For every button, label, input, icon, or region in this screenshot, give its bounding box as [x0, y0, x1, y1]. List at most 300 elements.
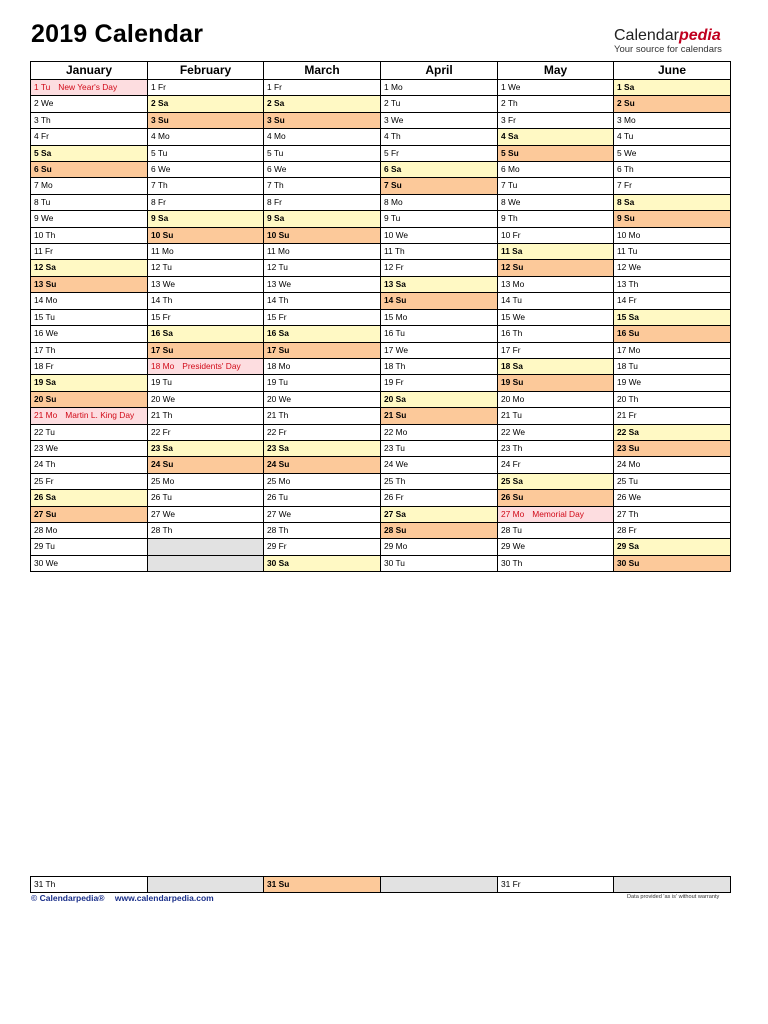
day-cell — [264, 877, 381, 893]
day-row — [31, 309, 731, 325]
day-label: 3 Th — [34, 114, 51, 125]
day-cell — [498, 129, 614, 145]
day-cell — [498, 178, 614, 194]
day-label: 14 Fr — [617, 295, 637, 306]
day-label: 4 Mo — [151, 131, 170, 142]
day-cell — [264, 424, 381, 440]
day-row — [31, 440, 731, 456]
day-label: 20 We — [267, 393, 292, 404]
day-label: 1 Tu — [34, 82, 51, 92]
day-label: 17 Fr — [501, 344, 521, 355]
day-cell — [31, 293, 148, 309]
day-cell — [148, 260, 264, 276]
day-label: 14 Su — [384, 295, 407, 306]
day-label: 9 Su — [617, 213, 635, 224]
day-label: 24 We — [384, 459, 409, 470]
day-label: 23 We — [34, 442, 59, 453]
day-cell — [148, 490, 264, 506]
day-label: 16 Sa — [267, 328, 289, 339]
day-cell — [498, 473, 614, 489]
day-label: 19 Fr — [384, 377, 404, 388]
day-cell — [264, 211, 381, 227]
day-cell — [381, 424, 498, 440]
day-row — [31, 326, 731, 342]
day-label: 11 Sa — [501, 246, 523, 257]
day-cell — [31, 326, 148, 342]
day-label: 20 Th — [617, 393, 639, 404]
day-label: 21 Tu — [501, 410, 522, 421]
day-label: 23 Sa — [151, 442, 173, 453]
day-label: 19 Sa — [34, 377, 56, 388]
day-label: 21 Th — [151, 410, 173, 421]
day-cell — [31, 227, 148, 243]
day-cell — [264, 293, 381, 309]
day-cell — [31, 506, 148, 522]
day-cell — [614, 276, 731, 292]
day-label: 26 Sa — [34, 492, 56, 503]
day-cell — [614, 326, 731, 342]
day-label: 30 Su — [617, 557, 640, 568]
day-label: 8 Fr — [151, 196, 166, 207]
day-label: 8 We — [501, 196, 521, 207]
day-cell — [498, 276, 614, 292]
day-cell — [614, 178, 731, 194]
day-cell — [614, 408, 731, 424]
day-label: 7 Th — [267, 180, 284, 191]
day-cell — [614, 260, 731, 276]
day-label: 6 We — [151, 164, 171, 175]
day-label: 3 We — [384, 114, 404, 125]
day-label: 25 Mo — [151, 475, 175, 486]
day-cell — [148, 522, 264, 538]
day-cell — [264, 145, 381, 161]
day-label: 5 Fr — [384, 147, 399, 158]
day-row — [31, 490, 731, 506]
day-cell — [614, 440, 731, 456]
day-label: 4 Tu — [617, 131, 634, 142]
day-cell — [148, 342, 264, 358]
day-cell — [614, 80, 731, 96]
day-label: 21 Mo — [34, 410, 58, 421]
day-cell — [498, 506, 614, 522]
day-cell — [381, 309, 498, 325]
month-header-row — [31, 62, 731, 80]
day-cell — [264, 244, 381, 260]
day-row — [31, 162, 731, 178]
day-cell — [614, 194, 731, 210]
day-row — [31, 408, 731, 424]
day-label: 3 Su — [151, 114, 169, 125]
day-cell — [381, 129, 498, 145]
day-cell — [148, 194, 264, 210]
day-label: 10 Su — [267, 229, 290, 240]
day-label: 16 Tu — [384, 328, 405, 339]
day-cell — [148, 145, 264, 161]
day-label: 26 We — [617, 492, 642, 503]
day-label: 24 Mo — [617, 459, 641, 470]
day-label: 3 Fr — [501, 114, 516, 125]
day-label: 9 Tu — [384, 213, 401, 224]
day-row — [31, 194, 731, 210]
day-row — [31, 80, 731, 96]
day-label: 30 We — [34, 557, 59, 568]
brand-name: Calendarpedia — [614, 27, 721, 44]
day-label: 11 Mo — [267, 246, 290, 257]
day-label: 7 Th — [151, 180, 168, 191]
day-label: 26 Su — [501, 492, 524, 503]
day-label: 8 Mo — [384, 196, 403, 207]
day-cell — [31, 358, 148, 374]
day-label: 2 We — [34, 98, 54, 109]
day-label: 1 Fr — [151, 82, 166, 92]
day-cell — [614, 555, 731, 571]
day-row — [31, 424, 731, 440]
day-cell — [614, 162, 731, 178]
day-label: 25 Mo — [267, 475, 291, 486]
day-label: 14 Th — [151, 295, 173, 306]
day-cell — [31, 490, 148, 506]
day-label: 17 We — [384, 344, 409, 355]
day-cell — [381, 80, 498, 96]
day-cell — [498, 227, 614, 243]
day-row — [31, 293, 731, 309]
day-label: 25 Th — [384, 475, 406, 486]
day-cell — [264, 326, 381, 342]
day-label: 15 We — [501, 311, 526, 322]
day-label: 8 Sa — [617, 196, 635, 207]
day-label: 6 Su — [34, 164, 52, 175]
day-row — [31, 211, 731, 227]
day-label: 31 Su — [267, 879, 290, 889]
day-label: 8 Fr — [267, 196, 282, 207]
day-label: 28 Mo — [34, 524, 58, 535]
day-label: 24 Th — [34, 459, 56, 470]
day-cell — [31, 342, 148, 358]
holiday-label: Memorial Day — [532, 508, 584, 519]
day-label: 25 Fr — [34, 475, 54, 486]
day-label: 29 Tu — [34, 541, 55, 552]
day-cell — [31, 877, 148, 893]
day-cell — [148, 375, 264, 391]
day-label: 13 Th — [617, 278, 639, 289]
day-cell — [498, 211, 614, 227]
day-row — [31, 260, 731, 276]
day-cell — [381, 112, 498, 128]
day-cell — [264, 276, 381, 292]
day-cell — [381, 178, 498, 194]
day-label: 5 Su — [501, 147, 519, 158]
day-label: 7 Su — [384, 180, 402, 191]
day-label: 24 Su — [151, 459, 174, 470]
day-cell — [381, 555, 498, 571]
day-cell — [381, 457, 498, 473]
day-cell — [381, 96, 498, 112]
day-label: 23 Th — [501, 442, 523, 453]
day-label: 18 Tu — [617, 360, 638, 371]
day-cell — [264, 96, 381, 112]
day-label: 19 Tu — [151, 377, 172, 388]
day-cell — [614, 358, 731, 374]
day-cell — [264, 309, 381, 325]
day-cell — [31, 244, 148, 260]
day-cell — [614, 227, 731, 243]
day-label: 27 Th — [617, 508, 639, 519]
day-label: 19 Su — [501, 377, 524, 388]
day-cell — [264, 80, 381, 96]
day-label: 14 Tu — [501, 295, 522, 306]
day-label: 8 Tu — [34, 196, 51, 207]
day-cell — [381, 326, 498, 342]
day-row — [31, 539, 731, 555]
day-cell — [498, 440, 614, 456]
day-cell — [148, 457, 264, 473]
day-label: 3 Mo — [617, 114, 636, 125]
website-link[interactable]: www.calendarpedia.com — [114, 893, 214, 903]
day-cell — [498, 877, 614, 893]
day-cell — [264, 260, 381, 276]
day-cell — [264, 539, 381, 555]
day-cell — [381, 276, 498, 292]
day-cell — [31, 112, 148, 128]
day-label: 4 Fr — [34, 131, 49, 142]
day-label: 18 Fr — [34, 360, 54, 371]
day-label: 29 Fr — [267, 541, 287, 552]
day-cell — [498, 145, 614, 161]
day-cell — [31, 408, 148, 424]
day-cell — [31, 96, 148, 112]
day-cell — [498, 112, 614, 128]
day-cell — [498, 194, 614, 210]
day-cell — [264, 162, 381, 178]
day-cell — [31, 473, 148, 489]
day-label: 7 Tu — [501, 180, 518, 191]
month-header-january: January — [31, 62, 148, 80]
day-label: 22 Tu — [34, 426, 55, 437]
day-cell — [614, 211, 731, 227]
day-label: 9 We — [34, 213, 54, 224]
day-cell — [31, 457, 148, 473]
day-cell — [31, 145, 148, 161]
day-label: 16 Sa — [151, 328, 173, 339]
day-label: 13 Sa — [384, 278, 406, 289]
day-cell — [498, 408, 614, 424]
month-header-april: April — [381, 62, 498, 80]
day-cell — [614, 391, 731, 407]
day-cell — [31, 424, 148, 440]
day-cell — [148, 276, 264, 292]
day-label: 20 Su — [34, 393, 57, 404]
day-label: 3 Su — [267, 114, 285, 125]
day-cell — [498, 424, 614, 440]
empty-day-cell — [614, 877, 731, 893]
brand-tagline: Your source for calendars — [614, 44, 722, 55]
day-cell — [264, 555, 381, 571]
day-label: 9 Sa — [151, 213, 169, 224]
day-label: 15 Fr — [151, 311, 171, 322]
day-cell — [614, 244, 731, 260]
day-cell — [148, 211, 264, 227]
day-label: 12 Sa — [34, 262, 56, 273]
day-label: 5 Tu — [151, 147, 168, 158]
day-label: 26 Fr — [384, 492, 404, 503]
day-cell — [614, 490, 731, 506]
day-cell — [498, 342, 614, 358]
day-row — [31, 555, 731, 571]
calendar-table — [30, 61, 731, 572]
day-label: 10 We — [384, 229, 409, 240]
day-label: 12 Tu — [151, 262, 172, 273]
day-cell — [498, 260, 614, 276]
day-cell — [498, 162, 614, 178]
day-row — [31, 506, 731, 522]
day-cell — [264, 178, 381, 194]
day-cell — [148, 440, 264, 456]
day-label: 22 Fr — [267, 426, 287, 437]
day-label: 10 Su — [151, 229, 174, 240]
day-cell — [148, 309, 264, 325]
day-label: 31 Th — [34, 879, 56, 889]
month-header-may: May — [498, 62, 614, 80]
day-label: 6 We — [267, 164, 287, 175]
day-cell — [498, 539, 614, 555]
day-label: 24 Su — [267, 459, 290, 470]
copyright-text: © Calendarpedia® — [31, 893, 105, 903]
day-label: 1 We — [501, 82, 521, 92]
day-label: 15 Fr — [267, 311, 287, 322]
day-cell — [264, 194, 381, 210]
day-cell — [264, 358, 381, 374]
day-label: 30 Th — [501, 557, 523, 568]
day-label: 28 Th — [151, 524, 173, 535]
day-cell — [31, 309, 148, 325]
day-label: 27 We — [267, 508, 292, 519]
day-cell — [614, 457, 731, 473]
day-cell — [498, 80, 614, 96]
day-row — [31, 457, 731, 473]
day-cell — [264, 473, 381, 489]
day-label: 23 Su — [617, 442, 640, 453]
day-cell — [381, 162, 498, 178]
day-label: 30 Tu — [384, 557, 405, 568]
day-cell — [148, 408, 264, 424]
month-header-march: March — [264, 62, 381, 80]
day-label: 11 Th — [384, 246, 405, 257]
day-label: 17 Su — [151, 344, 174, 355]
day-cell — [264, 227, 381, 243]
day-label: 25 Sa — [501, 475, 523, 486]
day-cell — [148, 391, 264, 407]
day-cell — [498, 490, 614, 506]
day-label: 6 Sa — [384, 164, 402, 175]
day-row — [31, 342, 731, 358]
day-cell — [264, 457, 381, 473]
day-label: 10 Fr — [501, 229, 521, 240]
day-row — [31, 112, 731, 128]
day-cell — [614, 424, 731, 440]
day-label: 5 We — [617, 147, 637, 158]
day-label: 1 Fr — [267, 82, 282, 92]
day-label: 29 Mo — [384, 541, 408, 552]
day-row — [31, 473, 731, 489]
day-cell — [498, 293, 614, 309]
month-header-february: February — [148, 62, 264, 80]
day-label: 18 Mo — [151, 360, 175, 371]
holiday-label: Martin L. King Day — [65, 410, 135, 421]
day-cell — [381, 391, 498, 407]
day-label: 28 Fr — [617, 524, 637, 535]
day-label: 19 Tu — [267, 377, 288, 388]
day-row — [31, 96, 731, 112]
day-cell — [498, 522, 614, 538]
day-cell — [381, 145, 498, 161]
day-cell — [614, 129, 731, 145]
day-cell — [31, 539, 148, 555]
day-label: 12 We — [617, 262, 642, 273]
day-row — [31, 375, 731, 391]
day-cell — [148, 129, 264, 145]
day-cell — [31, 522, 148, 538]
day-label: 18 Th — [384, 360, 406, 371]
day-cell — [498, 358, 614, 374]
day-label: 28 Su — [384, 524, 407, 535]
day-label: 5 Tu — [267, 147, 284, 158]
day-label: 30 Sa — [267, 557, 289, 568]
day-cell — [148, 244, 264, 260]
day-cell — [381, 211, 498, 227]
day-cell — [31, 162, 148, 178]
day-cell — [614, 522, 731, 538]
empty-day-cell — [148, 555, 264, 571]
day-label: 17 Su — [267, 344, 290, 355]
month-header-june: June — [614, 62, 731, 80]
brand-logo[interactable] — [614, 27, 722, 55]
day-cell — [381, 408, 498, 424]
day-label: 15 Tu — [34, 311, 55, 322]
day-cell — [264, 408, 381, 424]
page-title: 2019 Calendar — [31, 20, 204, 48]
day-label: 29 Sa — [617, 541, 639, 552]
day-label: 2 Th — [501, 98, 518, 109]
day-label: 20 Sa — [384, 393, 406, 404]
day-row — [31, 227, 731, 243]
day-label: 9 Sa — [267, 213, 285, 224]
day-row — [31, 276, 731, 292]
day-cell — [614, 293, 731, 309]
day-label: 11 Tu — [617, 246, 638, 257]
day-cell — [381, 539, 498, 555]
day-cell — [381, 522, 498, 538]
day-label: 2 Sa — [267, 98, 285, 109]
empty-day-cell — [148, 877, 264, 893]
day-cell — [614, 342, 731, 358]
day-label: 22 Mo — [384, 426, 408, 437]
day-cell — [381, 473, 498, 489]
day-label: 7 Mo — [34, 180, 53, 191]
day-cell — [148, 293, 264, 309]
day-row — [31, 244, 731, 260]
day-cell — [498, 555, 614, 571]
day-cell — [614, 145, 731, 161]
day-label: 10 Th — [34, 229, 56, 240]
day-cell — [498, 326, 614, 342]
day-label: 1 Sa — [617, 82, 635, 92]
day-label: 28 Th — [267, 524, 289, 535]
day-label: 4 Sa — [501, 131, 519, 142]
day-label: 6 Th — [617, 164, 634, 175]
day-row — [31, 391, 731, 407]
day-cell — [381, 358, 498, 374]
day-label: 14 Mo — [34, 295, 58, 306]
